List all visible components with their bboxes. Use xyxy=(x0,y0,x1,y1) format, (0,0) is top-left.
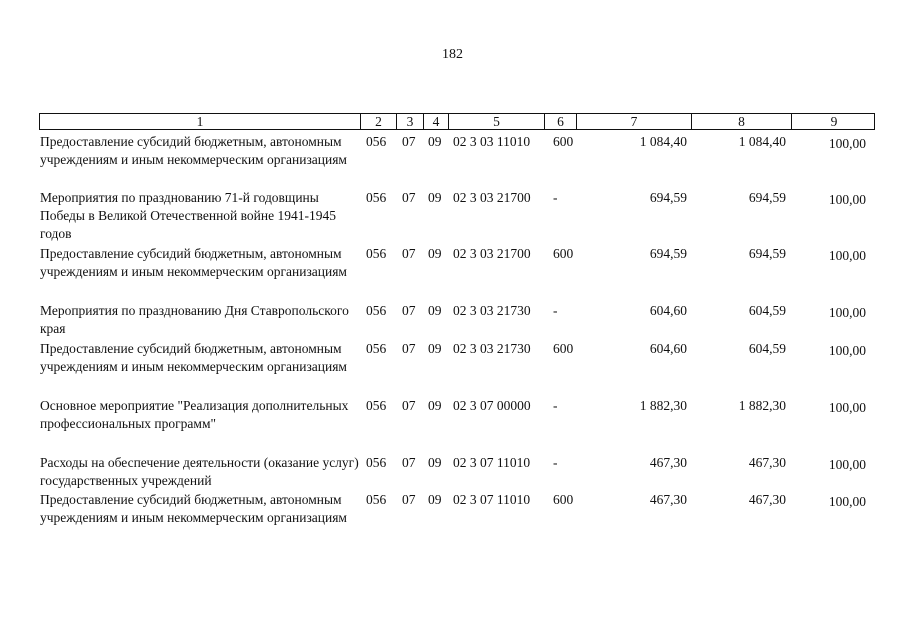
row-executed: 694,59 xyxy=(748,246,786,261)
row-name: Мероприятия по празднованию Дня Ставропольского края xyxy=(40,303,349,336)
row-executed: 467,30 xyxy=(748,492,786,507)
row-subsection: 09 xyxy=(428,246,442,261)
row-section: 07 xyxy=(402,398,416,413)
row-target-article: 02 3 03 21700 xyxy=(453,190,531,205)
row-target-article: 02 3 07 11010 xyxy=(453,492,531,507)
row-subsection: 09 xyxy=(428,134,442,149)
row-percent: 100,00 xyxy=(828,192,866,207)
header-col-9: 9 xyxy=(791,114,876,129)
row-percent: 100,00 xyxy=(828,305,866,320)
row-expense-type: - xyxy=(553,398,558,413)
row-section: 07 xyxy=(402,190,416,205)
row-name: Расходы на обеспечение деятельности (оказание услуг) государственных учреждений xyxy=(40,455,359,488)
row-planned: 467,30 xyxy=(649,492,687,507)
row-expense-type: - xyxy=(553,190,558,205)
row-planned: 604,60 xyxy=(649,341,687,356)
row-expense-type: - xyxy=(553,455,558,470)
row-section: 07 xyxy=(402,246,416,261)
row-percent: 100,00 xyxy=(828,136,866,151)
row-target-article: 02 3 03 11010 xyxy=(453,134,531,149)
row-subsection: 09 xyxy=(428,455,442,470)
row-target-article: 02 3 03 21700 xyxy=(453,246,531,261)
row-expense-type: 600 xyxy=(553,341,574,356)
row-planned: 694,59 xyxy=(649,246,687,261)
header-col-7: 7 xyxy=(576,114,691,129)
header-col-6: 6 xyxy=(544,114,576,129)
page-number: 182 xyxy=(442,47,463,62)
row-name: Предоставление субсидий бюджетным, автономным учреждениям и иным некоммерческим организациям xyxy=(40,341,347,374)
row-name: Предоставление субсидий бюджетным, автономным учреждениям и иным некоммерческим организациям xyxy=(40,134,347,167)
row-name: Предоставление субсидий бюджетным, автономным учреждениям и иным некоммерческим организациям xyxy=(40,492,347,525)
row-expense-type: 600 xyxy=(553,492,574,507)
row-planned: 467,30 xyxy=(649,455,687,470)
row-executed: 1 084,40 xyxy=(738,134,786,149)
header-col-5: 5 xyxy=(448,114,544,129)
row-percent: 100,00 xyxy=(828,494,866,509)
row-subsection: 09 xyxy=(428,303,442,318)
row-planned: 1 084,40 xyxy=(639,134,687,149)
row-subsection: 09 xyxy=(428,341,442,356)
row-planned: 1 882,30 xyxy=(639,398,687,413)
row-expense-type: 600 xyxy=(553,246,574,261)
header-col-4: 4 xyxy=(423,114,448,129)
row-percent: 100,00 xyxy=(828,400,866,415)
row-percent: 100,00 xyxy=(828,248,866,263)
row-planned: 694,59 xyxy=(649,190,687,205)
row-planned: 604,60 xyxy=(649,303,687,318)
row-subsection: 09 xyxy=(428,398,442,413)
row-target-article: 02 3 07 11010 xyxy=(453,455,531,470)
row-ministry-code: 056 xyxy=(366,398,387,413)
row-name: Мероприятия по празднованию 71-й годовщины Победы в Великой Отечественной войне 1941-1945 годов xyxy=(40,190,336,241)
row-percent: 100,00 xyxy=(828,343,866,358)
row-executed: 604,59 xyxy=(748,303,786,318)
row-section: 07 xyxy=(402,303,416,318)
row-section: 07 xyxy=(402,455,416,470)
row-section: 07 xyxy=(402,134,416,149)
row-ministry-code: 056 xyxy=(366,303,387,318)
row-subsection: 09 xyxy=(428,190,442,205)
header-col-8: 8 xyxy=(691,114,791,129)
row-expense-type: - xyxy=(553,303,558,318)
row-ministry-code: 056 xyxy=(366,134,387,149)
header-col-1: 1 xyxy=(196,114,204,129)
row-section: 07 xyxy=(402,492,416,507)
header-col-3: 3 xyxy=(396,114,423,129)
row-ministry-code: 056 xyxy=(366,190,387,205)
row-executed: 604,59 xyxy=(748,341,786,356)
row-ministry-code: 056 xyxy=(366,246,387,261)
row-name: Основное мероприятие "Реализация дополнительных профессиональных программ" xyxy=(40,398,349,431)
row-target-article: 02 3 07 00000 xyxy=(453,398,531,413)
table-header xyxy=(39,113,875,130)
row-executed: 467,30 xyxy=(748,455,786,470)
row-name: Предоставление субсидий бюджетным, автономным учреждениям и иным некоммерческим организациям xyxy=(40,246,347,279)
row-target-article: 02 3 03 21730 xyxy=(453,341,531,356)
row-executed: 1 882,30 xyxy=(738,398,786,413)
header-col-2: 2 xyxy=(360,114,396,129)
row-ministry-code: 056 xyxy=(366,341,387,356)
row-ministry-code: 056 xyxy=(366,492,387,507)
row-ministry-code: 056 xyxy=(366,455,387,470)
row-expense-type: 600 xyxy=(553,134,574,149)
row-executed: 694,59 xyxy=(748,190,786,205)
row-target-article: 02 3 03 21730 xyxy=(453,303,531,318)
row-section: 07 xyxy=(402,341,416,356)
row-percent: 100,00 xyxy=(828,457,866,472)
row-subsection: 09 xyxy=(428,492,442,507)
